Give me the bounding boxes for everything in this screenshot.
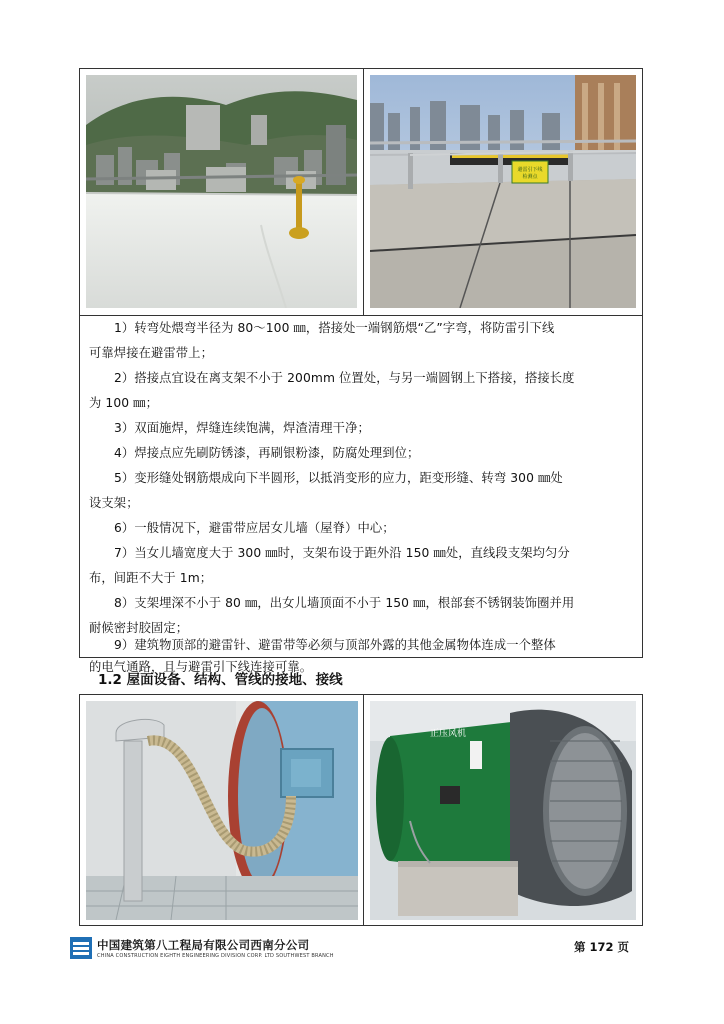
svg-text:检测点: 检测点: [522, 174, 538, 180]
rooftop-railing-lightning-belt-photo: [370, 75, 636, 308]
construction-steps: [80, 316, 642, 674]
company-name-cn: 中国建筑第八工程局有限公司西南分公司: [97, 938, 310, 952]
step-5-line-2: 设支架；: [89, 496, 139, 510]
step-7-line-1: 7）当女儿墙宽度大于 300 ㎜时，支架布设于距外沿 150 ㎜处，直线段支架均匀分: [114, 546, 570, 560]
step-7-line-2: 布，间距不大于 1m；: [89, 571, 213, 585]
company-name-en: CHINA CONSTRUCTION EIGHTH ENGINEERING DIVISION CORP. LTD SOUTHWEST BRANCH: [97, 953, 334, 959]
pressure-fan-grounding-photo: [370, 701, 636, 920]
step-1-line-1: 1）转弯处煨弯半径为 80～100 ㎜，搭接处一端钢筋煨“乙”字弯，将防雷引下线: [114, 321, 555, 335]
step-3: [89, 416, 637, 441]
company-logo-icon: [70, 937, 92, 959]
step-3-line-1: 3）双面施焊，焊缝连续饱满，焊渣清理干净；: [114, 421, 370, 435]
step-5: [89, 466, 637, 516]
step-1-line-2: 可靠焊接在避雷带上；: [89, 346, 213, 360]
photo-row: [80, 69, 642, 316]
step-2-line-1: 2）搭接点宜设在离支架不小于 200mm 位置处，与另一端圆钢上下搭接，搭接长度: [114, 371, 575, 385]
step-8-line-1: 8）支架埋深不小于 80 ㎜，出女儿墙顶面不小于 150 ㎜，根部套不锈钢装饰圈并用: [114, 596, 575, 610]
step-1: [89, 316, 637, 366]
step-6: [89, 516, 637, 541]
photo-cell-right: [364, 69, 642, 315]
equipment-grounding-table: [79, 694, 643, 926]
section-heading: 1.2 屋面设备、结构、管线的接地、接线: [98, 672, 343, 688]
sign-text: 避雷引下线: [517, 167, 543, 173]
step-6-line-1: 6）一般情况下，避雷带应居女儿墙（屋脊）中心；: [114, 521, 395, 535]
step-2-line-2: 为 100 ㎜；: [89, 396, 158, 410]
equipment-grounding-hose-photo: [86, 701, 358, 920]
photo-cell-left: [80, 69, 364, 315]
step-2: [89, 366, 637, 416]
step-4: [89, 441, 637, 466]
rooftop-lightning-rod-weld-photo: [86, 75, 357, 308]
photo-cell-bottom-left: [80, 695, 364, 925]
step-9-line-1: 9）建筑物顶部的避雷针、避雷带等必须与顶部外露的其他金属物体连成一个整体: [114, 638, 556, 652]
page-number: 第 172 页: [574, 940, 630, 954]
photo-cell-bottom-right: [364, 695, 642, 925]
step-7: [89, 541, 637, 591]
step-8-line-2: 耐候密封胶固定；: [89, 621, 189, 635]
step-4-line-1: 4）焊接点应先刷防锈漆，再刷银粉漆，防腐处理到位；: [114, 446, 420, 460]
step-5-line-1: 5）变形缝处钢筋煨成向下半圆形，以抵消变形的应力，距变形缝、转弯 300 ㎜处: [114, 471, 563, 485]
fan-label: 正压风机: [430, 729, 467, 739]
construction-spec-table: [79, 68, 643, 674]
step-9-line-2: 的电气通路，且与避雷引下线连接可靠。: [89, 660, 313, 674]
